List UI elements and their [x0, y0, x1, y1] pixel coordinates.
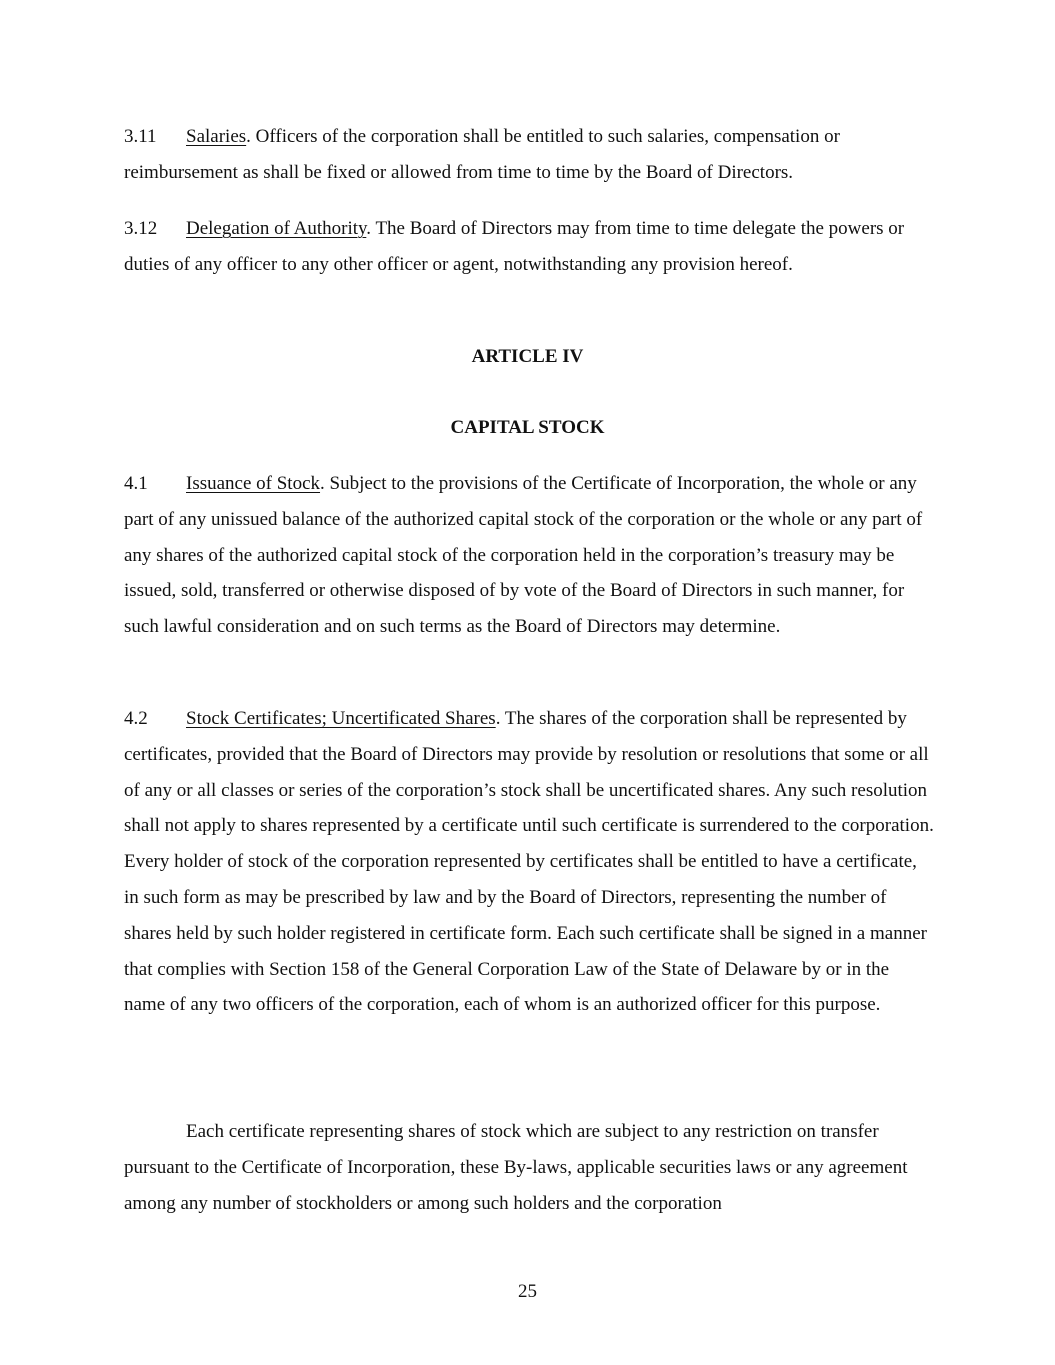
section-4-1 [124, 466, 934, 645]
section-title: Issuance of Stock [186, 473, 321, 494]
section-body: . Officers of the corporation shall be entitled to such salaries, compensation or reimbursement as shall be fixed or allowed from time to time by the Board of Directors. [124, 126, 840, 183]
section-number: 4.1 [124, 473, 148, 494]
section-body: . The Board of Directors may from time to time delegate the powers or duties of any officer to any other officer or agent, notwithstanding any provision hereof. [124, 218, 905, 275]
section-number: 3.12 [124, 218, 158, 239]
section-title: Salaries [186, 126, 247, 147]
section-title: Stock Certificates; Uncertificated Shares [186, 708, 496, 729]
section-body: . The shares of the corporation shall be represented by certificates, provided that the Board of Directors may provide by resolution or resolutions that some or all of any or all classes or series of the corporation’s stock shall be uncertificated shares. Any such resolution shall not apply to shares represented by a certificate until such certificate is surrendered to the corporation. Every holder of stock of the corporation represented by certificates shall be entitled to have a certificate, in such form as may be prescribed by law and by the Board of Directors, representing the number of shares held by such holder registered in certificate form. Each such certificate shall be signed in a manner that complies with Section 158 of the General Corporation Law of the State of Delaware by or in the name of any two officers of the corporation, each of whom is an authorized officer for this purpose. [124, 708, 934, 1016]
section-4-2 [124, 701, 934, 1023]
section-number: 3.11 [124, 126, 157, 147]
section-body: Each certificate representing shares of stock which are subject to any restriction on transfer pursuant to the Certificate of Incorporation, these By-laws, applicable securities laws or any agreement among any number of stockholders or among such holders and the corporation [124, 1121, 908, 1214]
section-3-12 [124, 211, 934, 283]
section-number: 4.2 [124, 708, 148, 729]
section-body: . Subject to the provisions of the Certificate of Incorporation, the whole or any part of any unissued balance of the authorized capital stock of the corporation or the whole or any part of any shares of the authorized capital stock of the corporation held in the corporation’s treasury may be issued, sold, transferred or otherwise disposed of by vote of the Board of Directors in such manner, for such lawful consideration and on such terms as the Board of Directors may determine. [124, 473, 923, 638]
article-label: ARTICLE IV [471, 346, 584, 367]
section-4-2-continued [124, 1114, 934, 1221]
page-number: 25 [518, 1281, 537, 1302]
section-title: Delegation of Authority [186, 218, 367, 239]
article-title: CAPITAL STOCK [450, 417, 605, 438]
section-3-11 [124, 119, 934, 191]
